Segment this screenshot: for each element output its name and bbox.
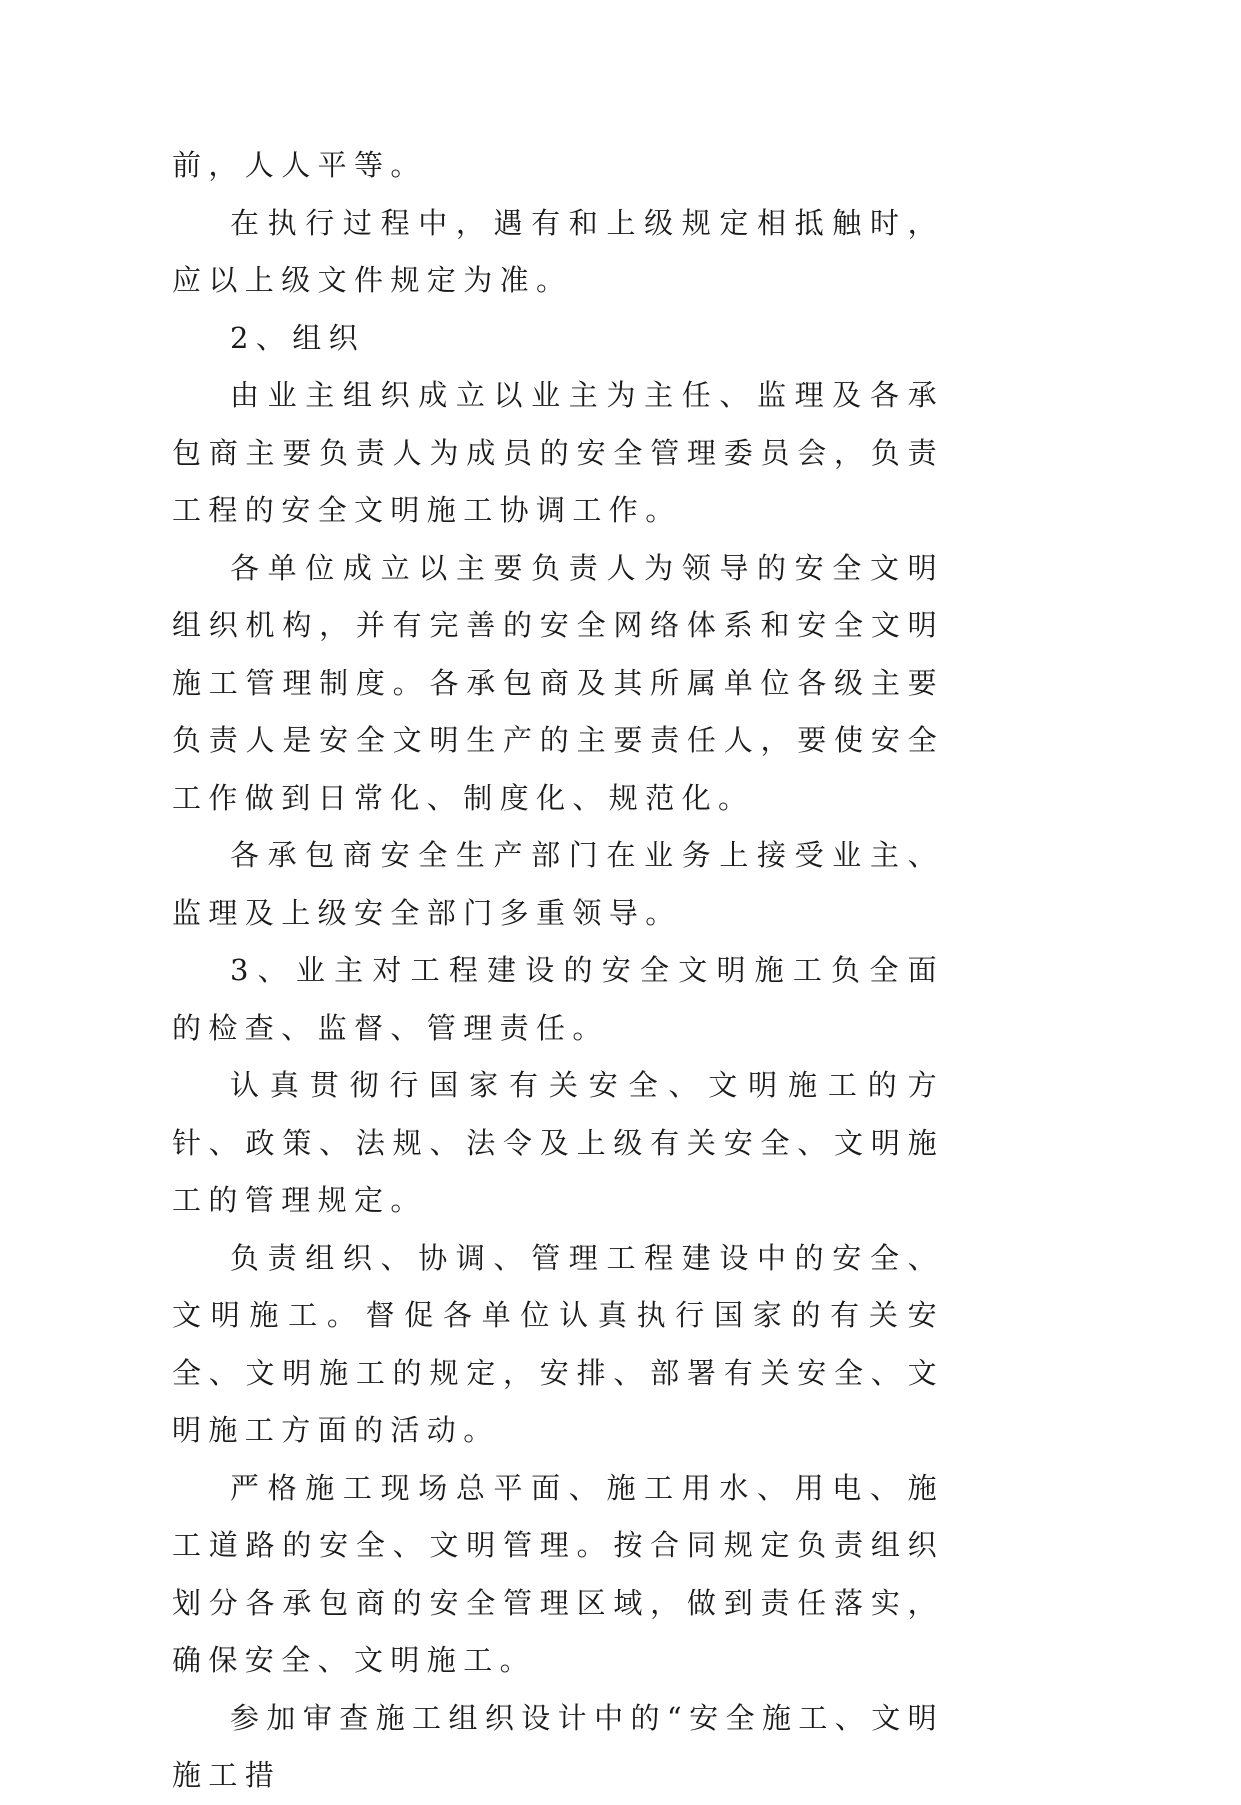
paragraph-9: 负责组织、协调、管理工程建设中的安全、文明施工。督促各单位认真执行国家的有关安全、文明施工的规定，安排、部署有关安全、文明施工方面的活动。 <box>172 1240 944 1447</box>
section-heading-organization: 2、组织 <box>230 320 366 355</box>
paragraph-1: 前，人人平等。 <box>172 148 427 182</box>
document-body <box>172 137 944 1805</box>
section-heading-owner-responsibility: 3、业主对工程建设的安全文明施工负全面的检查、监督、管理责任。 <box>172 953 944 1045</box>
paragraph-5: 各单位成立以主要负责人为领导的安全文明组织机构，并有完善的安全网络体系和安全文明施工管理制度。各承包商及其所属单位各级主要负责人是安全文明生产的主要责任人，要使安全工作做到日常化、制度化、规范化。 <box>172 550 944 815</box>
paragraph-8: 认真贯彻行国家有关安全、文明施工的方针、政策、法规、法令及上级有关安全、文明施工的管理规定。 <box>172 1068 944 1217</box>
paragraph-11: 参加审查施工组织设计中的“安全施工、文明施工措 <box>172 1700 944 1792</box>
paragraph-4: 由业主组织成立以业主为主任、监理及各承包商主要负责人为成员的安全管理委员会，负责工程的安全文明施工协调工作。 <box>172 378 944 527</box>
paragraph-2: 在执行过程中，遇有和上级规定相抵触时，应以上级文件规定为准。 <box>172 205 944 297</box>
paragraph-10: 严格施工现场总平面、施工用水、用电、施工道路的安全、文明管理。按合同规定负责组织划分各承包商的安全管理区域，做到责任落实，确保安全、文明施工。 <box>172 1470 944 1677</box>
paragraph-6: 各承包商安全生产部门在业务上接受业主、监理及上级安全部门多重领导。 <box>172 838 944 930</box>
